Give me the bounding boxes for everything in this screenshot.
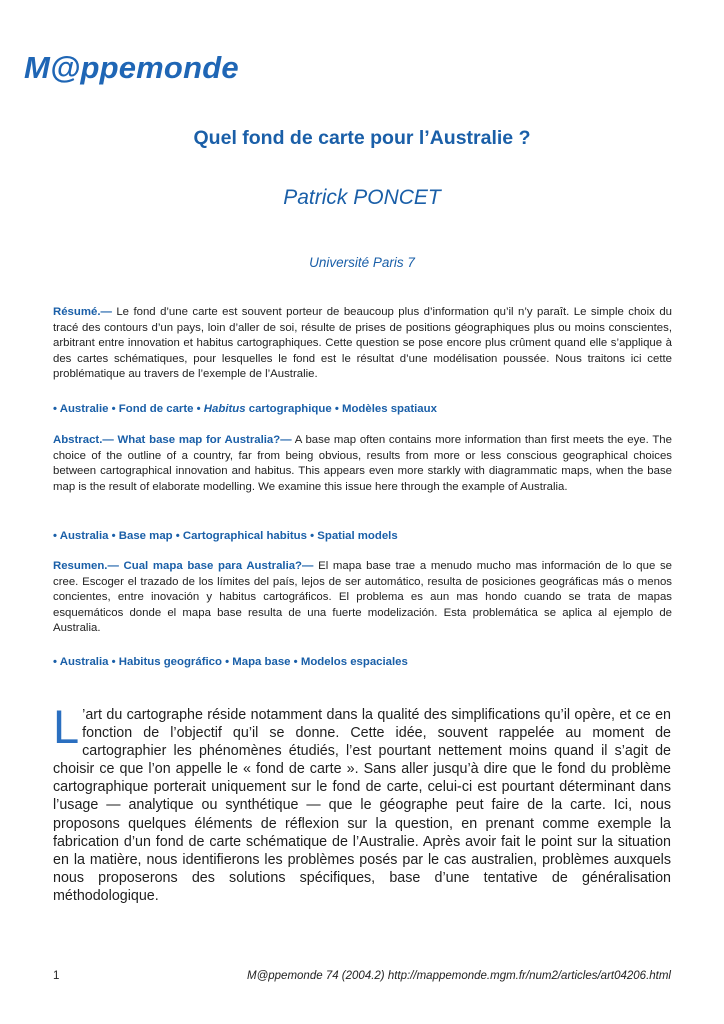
author-affiliation: Université Paris 7 xyxy=(309,255,415,270)
body-paragraph-text: ’art du cartographe réside notamment dans la qualité des simplifications qu’il opère, et ce en fonction de l’objectif qu’il se donne. Cette idée, souvent rappelée au moment de cartographier les phénomènes étudiés, l’est pourtant nettement moins quand il s’agit de choisir ce que l’on appelle le « fond de carte ». Sans aller jusqu’à dire que le fond du problème cartographique porterait uniquement sur le fond de carte, celui-ci est pourtant déterminant dans l’usage — analytique ou synthétique — que le géographe peut faire de la carte. Ici, nous proposons quelques éléments de réflexion sur la question, en prenant comme exemple la fabrication d’un fond de carte schématique de l’Australie. Après avoir fait le point sur la situation en la matière, nous identifierons les problèmes posés par le cas australien, problèmes auxquels nous proposerons des solutions spécifiques, base d’une tentative de généralisation méthodologique. xyxy=(53,707,671,904)
abstract-english-text: A base map often contains more information than first meets the eye. The choice of the outline of a country, far from being obvious, results from more or less conscious geographical choices between cartographical innovation and habitus. This appears even more starkly with diagrammatic maps, when the base map is the result of elaborate modelling. We examine this issue here through the example of Australia. xyxy=(53,434,672,493)
abstract-spanish xyxy=(53,559,672,637)
abstract-english xyxy=(53,433,672,495)
abstract-spanish-label: Resumen.— Cual mapa base para Australia?— xyxy=(53,560,314,572)
article-title: Quel fond de carte pour l’Australie ? xyxy=(193,127,531,149)
keywords-spanish: • Australia • Habitus geográfico • Mapa base • Modelos espaciales xyxy=(53,656,408,668)
keywords-english: • Australia • Base map • Cartographical habitus • Spatial models xyxy=(53,530,398,542)
abstract-french-text: Le fond d’une carte est souvent porteur de beaucoup plus d’information qu’il n’y paraît. Le simple choix du tracé des contours d’un pays, loin d’aller de soi, résulte de prises de positions géographiques plus ou moins conscientes, arbitrant entre innovation et habitus cartographiques. Cette question se pose encore plus crûment quand elle s’applique à des cartes schématiques, pour lesquelles le fond est le résultat d’une modélisation poussée. Nous traitons ici cette problématique au travers de l’exemple de l’Australie. xyxy=(53,306,672,381)
body-paragraph xyxy=(53,700,671,905)
journal-logo: M@ppemonde xyxy=(24,50,239,85)
drop-cap: L xyxy=(53,700,80,753)
abstract-french xyxy=(53,305,672,383)
keywords-french xyxy=(53,403,672,415)
keywords-french-part1: • Australie • Fond de carte • xyxy=(53,403,204,415)
page-number: 1 xyxy=(53,970,60,982)
article-author: Patrick PONCET xyxy=(283,186,441,209)
abstract-english-label: Abstract.— What base map for Australia?— xyxy=(53,434,292,446)
keywords-french-italic: Habitus xyxy=(203,403,246,415)
keywords-french-part2: cartographique • Modèles spatiaux xyxy=(245,403,437,415)
abstract-spanish-text: El mapa base trae a menudo mucho mas información de lo que se cree. Escoger el trazado de los límites del país, lejos de ser automático, resulta de posiciones geográficas más o menos concientes, entre inovación y habitus cartográficos. El problema es aun mas hondo cuando se trata de mapas esquemáticos donde el mapa base resulta de una fuerte modelización. Esta problemática se aplica al ejemplo de Australia. xyxy=(53,560,672,635)
abstract-french-label: Résumé.— xyxy=(53,306,112,318)
footer-citation: M@ppemonde 74 (2004.2) http://mappemonde.mgm.fr/num2/articles/art04206.html xyxy=(247,970,671,982)
